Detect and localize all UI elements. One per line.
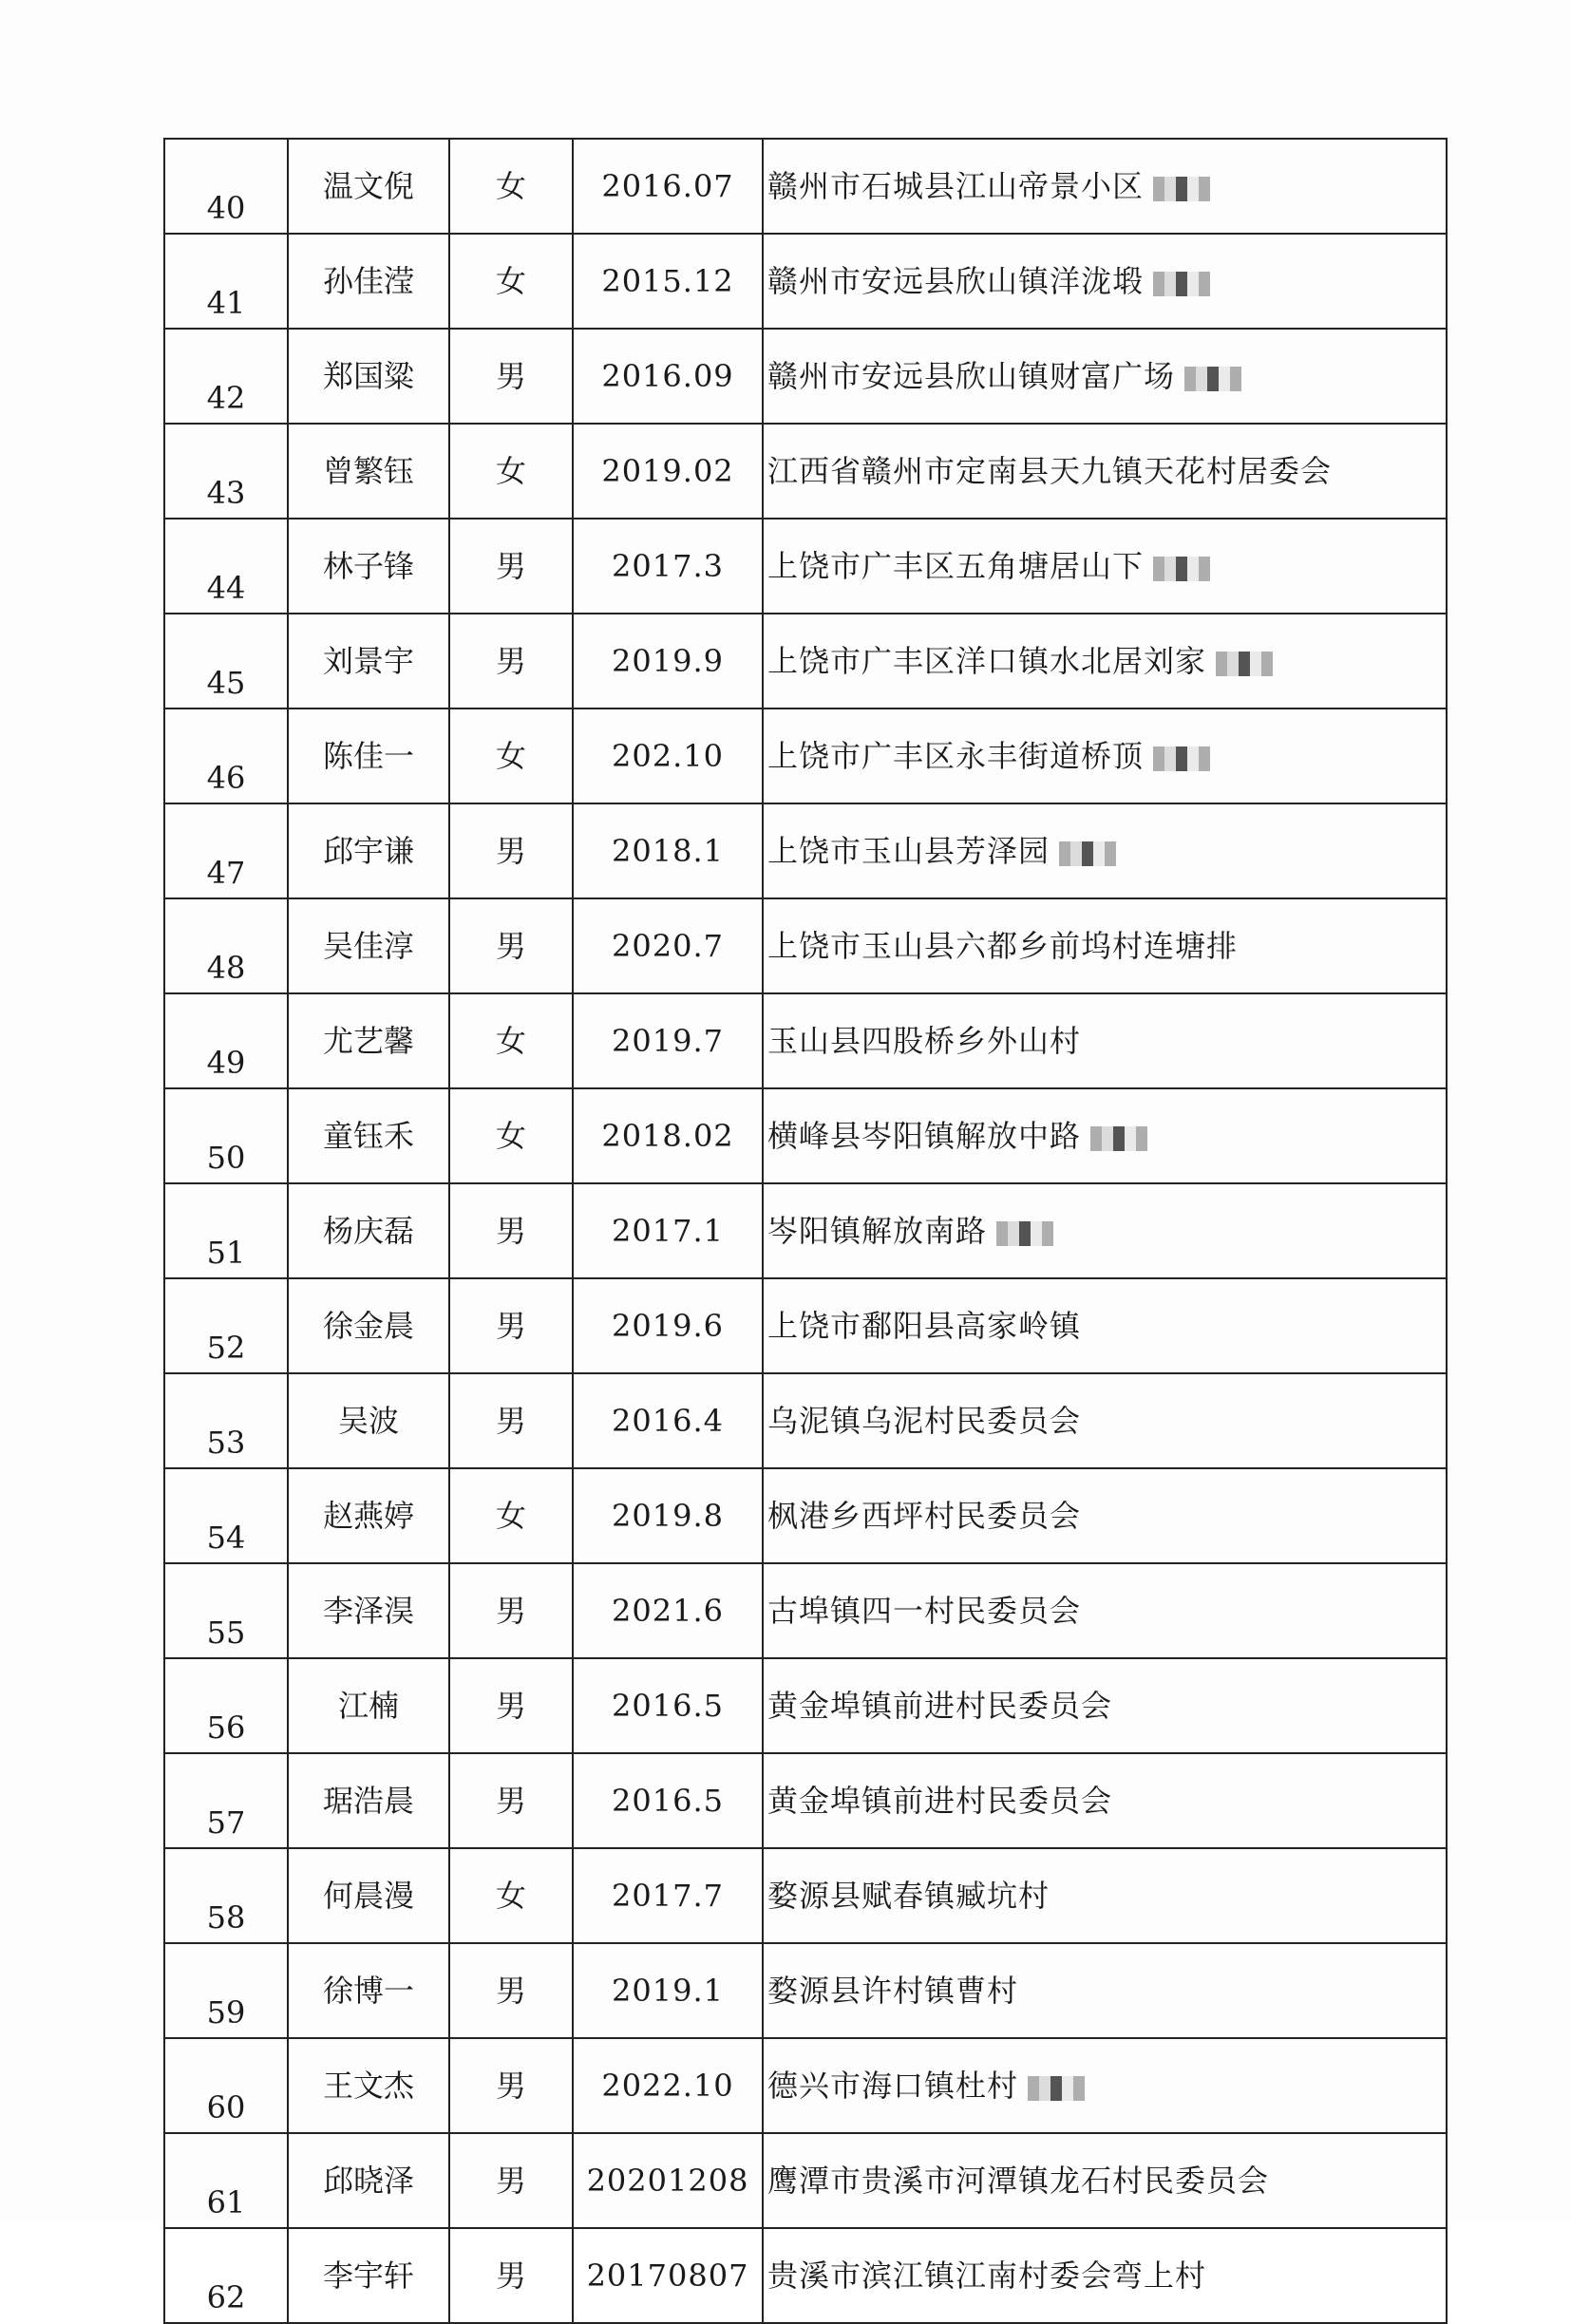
table-row [164, 803, 1447, 898]
home-address: 江西省赣州市定南县天九镇天花村居委会 [767, 453, 1333, 489]
person-name-cell [288, 1373, 449, 1468]
person-sex-cell [449, 1753, 573, 1848]
row-number: 56 [206, 1710, 246, 1746]
row-number-cell [164, 898, 288, 993]
birth-date: 2017.3 [612, 548, 724, 584]
person-sex-cell [449, 519, 573, 614]
row-number-cell [164, 1088, 288, 1183]
person-sex: 男 [495, 2068, 526, 2104]
row-number-cell [164, 1468, 288, 1563]
birth-date-cell [573, 993, 763, 1088]
row-number-cell [164, 1183, 288, 1278]
redaction-mark [1153, 177, 1210, 201]
person-sex-cell [449, 1943, 573, 2038]
home-address: 横峰县岑阳镇解放中路 [767, 1118, 1082, 1154]
person-sex: 男 [495, 1403, 526, 1439]
person-sex: 男 [495, 1308, 526, 1344]
person-name: 徐博一 [322, 1973, 414, 2009]
person-sex-cell [449, 329, 573, 424]
home-address: 德兴市海口镇杜村 [767, 2068, 1019, 2104]
row-number: 50 [206, 1140, 246, 1176]
person-sex: 男 [495, 1688, 526, 1724]
birth-date-cell [573, 2228, 763, 2323]
person-sex: 男 [495, 1783, 526, 1819]
redaction-mark [1153, 272, 1210, 296]
home-address: 上饶市广丰区永丰街道桥顶 [767, 738, 1145, 774]
birth-date: 2019.9 [612, 643, 724, 679]
home-address-cell [763, 1563, 1447, 1658]
person-sex: 男 [495, 358, 526, 394]
person-sex-cell [449, 139, 573, 234]
home-address: 玉山县四股桥乡外山村 [767, 1023, 1082, 1059]
person-name-cell [288, 1658, 449, 1753]
birth-date-cell [573, 1468, 763, 1563]
person-name-cell [288, 1943, 449, 2038]
table-row [164, 709, 1447, 803]
person-sex: 女 [495, 263, 526, 299]
table-row [164, 1563, 1447, 1658]
table-row [164, 1468, 1447, 1563]
birth-date-cell [573, 1658, 763, 1753]
person-name: 刘景宇 [322, 643, 414, 679]
row-number-cell [164, 519, 288, 614]
birth-date: 2015.12 [601, 263, 734, 299]
redaction-mark [1216, 652, 1273, 676]
birth-date: 2017.7 [612, 1878, 724, 1914]
person-name-cell [288, 993, 449, 1088]
home-address: 岑阳镇解放南路 [767, 1213, 988, 1249]
person-name-cell [288, 139, 449, 234]
row-number-cell [164, 424, 288, 519]
row-number: 49 [206, 1045, 246, 1081]
home-address-cell [763, 2133, 1447, 2228]
redaction-mark [1028, 2076, 1085, 2101]
person-sex-cell [449, 1373, 573, 1468]
row-number: 59 [206, 1994, 246, 2031]
home-address-cell [763, 993, 1447, 1088]
row-number: 41 [206, 285, 246, 321]
row-number-cell [164, 329, 288, 424]
home-address: 婺源县许村镇曹村 [767, 1973, 1019, 2009]
table-row [164, 1658, 1447, 1753]
row-number: 57 [206, 1804, 246, 1841]
home-address-cell [763, 1373, 1447, 1468]
person-sex-cell [449, 898, 573, 993]
row-number: 54 [206, 1520, 246, 1556]
birth-date-cell [573, 1848, 763, 1943]
table-row [164, 898, 1447, 993]
person-name-cell [288, 519, 449, 614]
person-sex: 女 [495, 1498, 526, 1534]
person-name-cell [288, 1468, 449, 1563]
table-row [164, 2133, 1447, 2228]
row-number-cell [164, 234, 288, 329]
table-row [164, 1943, 1447, 2038]
person-name: 郑国粱 [322, 358, 414, 394]
person-sex-cell [449, 1658, 573, 1753]
row-number: 62 [206, 2279, 246, 2315]
table-row [164, 1753, 1447, 1848]
table-row [164, 993, 1447, 1088]
row-number-cell [164, 2038, 288, 2133]
birth-date-cell [573, 1563, 763, 1658]
row-number: 48 [206, 950, 246, 986]
home-address: 上饶市玉山县芳泽园 [767, 833, 1050, 869]
home-address-cell [763, 2228, 1447, 2323]
table-row [164, 614, 1447, 709]
person-name: 陈佳一 [322, 738, 414, 774]
home-address-cell [763, 1848, 1447, 1943]
person-name: 李泽淏 [322, 1593, 414, 1629]
person-name: 吴佳淳 [322, 928, 414, 964]
birth-date: 2017.1 [612, 1213, 724, 1249]
redaction-mark [1059, 841, 1116, 866]
birth-date: 2016.07 [601, 168, 734, 204]
home-address-cell [763, 1753, 1447, 1848]
row-number-cell [164, 1943, 288, 2038]
birth-date: 2016.4 [612, 1403, 724, 1439]
person-name: 杨庆磊 [322, 1213, 414, 1249]
roster-table [163, 138, 1448, 2324]
birth-date-cell [573, 139, 763, 234]
row-number-cell [164, 1563, 288, 1658]
person-sex-cell [449, 803, 573, 898]
birth-date-cell [573, 898, 763, 993]
home-address-cell [763, 139, 1447, 234]
row-number-cell [164, 709, 288, 803]
person-name: 邱宇谦 [322, 833, 414, 869]
row-number: 47 [206, 855, 246, 891]
table-row [164, 424, 1447, 519]
person-sex: 女 [495, 168, 526, 204]
row-number: 53 [206, 1425, 246, 1461]
person-name: 童钰禾 [322, 1118, 414, 1154]
table-row [164, 139, 1447, 234]
person-name: 王文杰 [322, 2068, 414, 2104]
birth-date-cell [573, 614, 763, 709]
home-address-cell [763, 234, 1447, 329]
person-name: 赵燕婷 [322, 1498, 414, 1534]
person-sex: 男 [495, 643, 526, 679]
birth-date: 2021.6 [612, 1593, 724, 1629]
person-sex-cell [449, 614, 573, 709]
redaction-mark [996, 1221, 1053, 1246]
person-sex: 男 [495, 2258, 526, 2294]
birth-date-cell [573, 709, 763, 803]
person-sex: 男 [495, 548, 526, 584]
person-sex: 男 [495, 1973, 526, 2009]
person-sex: 男 [495, 833, 526, 869]
birth-date: 2019.02 [601, 453, 734, 489]
person-sex-cell [449, 234, 573, 329]
home-address: 婺源县赋春镇臧坑村 [767, 1878, 1050, 1914]
person-name-cell [288, 1848, 449, 1943]
table-row [164, 234, 1447, 329]
person-sex-cell [449, 2228, 573, 2323]
row-number: 58 [206, 1899, 246, 1936]
person-name: 吴波 [337, 1403, 399, 1439]
birth-date: 20170807 [586, 2258, 749, 2294]
birth-date: 2022.10 [601, 2068, 734, 2104]
redaction-mark [1153, 746, 1210, 771]
person-name-cell [288, 803, 449, 898]
person-sex-cell [449, 424, 573, 519]
row-number: 45 [206, 665, 246, 701]
row-number: 60 [206, 2089, 246, 2126]
home-address-cell [763, 1088, 1447, 1183]
person-name: 徐金晨 [322, 1308, 414, 1344]
table-row [164, 1373, 1447, 1468]
person-name-cell [288, 2228, 449, 2323]
home-address: 古埠镇四一村民委员会 [767, 1593, 1082, 1629]
birth-date: 2016.09 [601, 358, 734, 394]
home-address: 上饶市鄱阳县高家岭镇 [767, 1308, 1082, 1344]
birth-date: 20201208 [586, 2163, 749, 2199]
person-sex-cell [449, 2133, 573, 2228]
person-name-cell [288, 614, 449, 709]
person-name-cell [288, 329, 449, 424]
person-name: 李宇轩 [322, 2258, 414, 2294]
row-number: 61 [206, 2184, 246, 2220]
birth-date-cell [573, 1278, 763, 1373]
home-address-cell [763, 898, 1447, 993]
person-name: 何晨漫 [322, 1878, 414, 1914]
roster-body [164, 139, 1447, 2323]
person-sex-cell [449, 709, 573, 803]
person-name: 琚浩晨 [322, 1783, 414, 1819]
row-number-cell [164, 1278, 288, 1373]
person-name-cell [288, 234, 449, 329]
row-number: 40 [206, 190, 246, 226]
person-name: 孙佳滢 [322, 263, 414, 299]
birth-date: 2019.8 [612, 1498, 724, 1534]
home-address: 赣州市安远县欣山镇洋泷塅 [767, 263, 1145, 299]
home-address: 鹰潭市贵溪市河潭镇龙石村民委员会 [767, 2163, 1270, 2199]
home-address: 上饶市玉山县六都乡前坞村连塘排 [767, 928, 1239, 964]
person-sex-cell [449, 993, 573, 1088]
birth-date: 2020.7 [612, 928, 724, 964]
person-name: 邱晓泽 [322, 2163, 414, 2199]
row-number-cell [164, 2133, 288, 2228]
birth-date-cell [573, 803, 763, 898]
row-number-cell [164, 614, 288, 709]
person-name-cell [288, 1563, 449, 1658]
birth-date-cell [573, 234, 763, 329]
table-row [164, 1088, 1447, 1183]
person-name: 林子锋 [322, 548, 414, 584]
birth-date-cell [573, 1753, 763, 1848]
home-address-cell [763, 1183, 1447, 1278]
person-name: 尤艺馨 [322, 1023, 414, 1059]
birth-date-cell [573, 2133, 763, 2228]
birth-date: 2018.02 [601, 1118, 734, 1154]
birth-date-cell [573, 1373, 763, 1468]
row-number-cell [164, 1373, 288, 1468]
home-address: 赣州市石城县江山帝景小区 [767, 168, 1145, 204]
birth-date: 2019.6 [612, 1308, 724, 1344]
person-sex-cell [449, 1088, 573, 1183]
row-number: 44 [206, 570, 246, 606]
birth-date-cell [573, 424, 763, 519]
row-number: 46 [206, 760, 246, 796]
table-row [164, 1278, 1447, 1373]
row-number-cell [164, 1848, 288, 1943]
birth-date: 2016.5 [612, 1783, 724, 1819]
person-sex-cell [449, 1468, 573, 1563]
home-address: 黄金埠镇前进村民委员会 [767, 1783, 1113, 1819]
home-address-cell [763, 519, 1447, 614]
person-name-cell [288, 1183, 449, 1278]
home-address-cell [763, 614, 1447, 709]
birth-date-cell [573, 1943, 763, 2038]
birth-date: 2016.5 [612, 1688, 724, 1724]
home-address-cell [763, 2038, 1447, 2133]
person-sex-cell [449, 1563, 573, 1658]
home-address-cell [763, 1943, 1447, 2038]
person-name-cell [288, 898, 449, 993]
person-sex: 男 [495, 1593, 526, 1629]
row-number: 55 [206, 1615, 246, 1651]
home-address-cell [763, 1658, 1447, 1753]
birth-date-cell [573, 519, 763, 614]
row-number: 43 [206, 475, 246, 511]
person-name: 曾繁钰 [322, 453, 414, 489]
person-sex: 女 [495, 738, 526, 774]
home-address: 乌泥镇乌泥村民委员会 [767, 1403, 1082, 1439]
table-row [164, 1848, 1447, 1943]
row-number: 42 [206, 380, 246, 416]
row-number: 51 [206, 1235, 246, 1271]
home-address-cell [763, 803, 1447, 898]
home-address: 上饶市广丰区洋口镇水北居刘家 [767, 643, 1207, 679]
person-sex: 女 [495, 1878, 526, 1914]
person-name-cell [288, 2133, 449, 2228]
home-address-cell [763, 424, 1447, 519]
person-sex-cell [449, 1278, 573, 1373]
row-number-cell [164, 993, 288, 1088]
home-address: 贵溪市滨江镇江南村委会弯上村 [767, 2258, 1207, 2294]
person-sex-cell [449, 1848, 573, 1943]
table-row [164, 519, 1447, 614]
home-address-cell [763, 1278, 1447, 1373]
home-address-cell [763, 709, 1447, 803]
birth-date-cell [573, 1088, 763, 1183]
redaction-mark [1153, 557, 1210, 581]
person-sex: 男 [495, 1213, 526, 1249]
birth-date: 2019.1 [612, 1973, 724, 2009]
home-address: 枫港乡西坪村民委员会 [767, 1498, 1082, 1534]
birth-date-cell [573, 1183, 763, 1278]
person-name-cell [288, 424, 449, 519]
table-row [164, 329, 1447, 424]
table-row [164, 2228, 1447, 2323]
redaction-mark [1184, 367, 1241, 391]
redaction-mark [1090, 1126, 1147, 1151]
row-number-cell [164, 139, 288, 234]
home-address: 黄金埠镇前进村民委员会 [767, 1688, 1113, 1724]
birth-date: 202.10 [612, 738, 724, 774]
row-number-cell [164, 1753, 288, 1848]
home-address: 上饶市广丰区五角塘居山下 [767, 548, 1145, 584]
person-name: 江楠 [337, 1688, 399, 1724]
home-address-cell [763, 1468, 1447, 1563]
birth-date: 2019.7 [612, 1023, 724, 1059]
row-number-cell [164, 803, 288, 898]
person-name-cell [288, 1278, 449, 1373]
birth-date-cell [573, 2038, 763, 2133]
person-sex: 女 [495, 1118, 526, 1154]
row-number-cell [164, 2228, 288, 2323]
table-row [164, 1183, 1447, 1278]
birth-date: 2018.1 [612, 833, 724, 869]
person-name-cell [288, 2038, 449, 2133]
person-sex: 男 [495, 928, 526, 964]
row-number-cell [164, 1658, 288, 1753]
birth-date-cell [573, 329, 763, 424]
person-name-cell [288, 1753, 449, 1848]
row-number: 52 [206, 1330, 246, 1366]
person-sex-cell [449, 1183, 573, 1278]
person-sex-cell [449, 2038, 573, 2133]
person-name: 温文倪 [322, 168, 414, 204]
person-sex: 女 [495, 453, 526, 489]
table-row [164, 2038, 1447, 2133]
person-sex: 女 [495, 1023, 526, 1059]
home-address: 赣州市安远县欣山镇财富广场 [767, 358, 1176, 394]
person-name-cell [288, 1088, 449, 1183]
home-address-cell [763, 329, 1447, 424]
person-name-cell [288, 709, 449, 803]
person-sex: 男 [495, 2163, 526, 2199]
